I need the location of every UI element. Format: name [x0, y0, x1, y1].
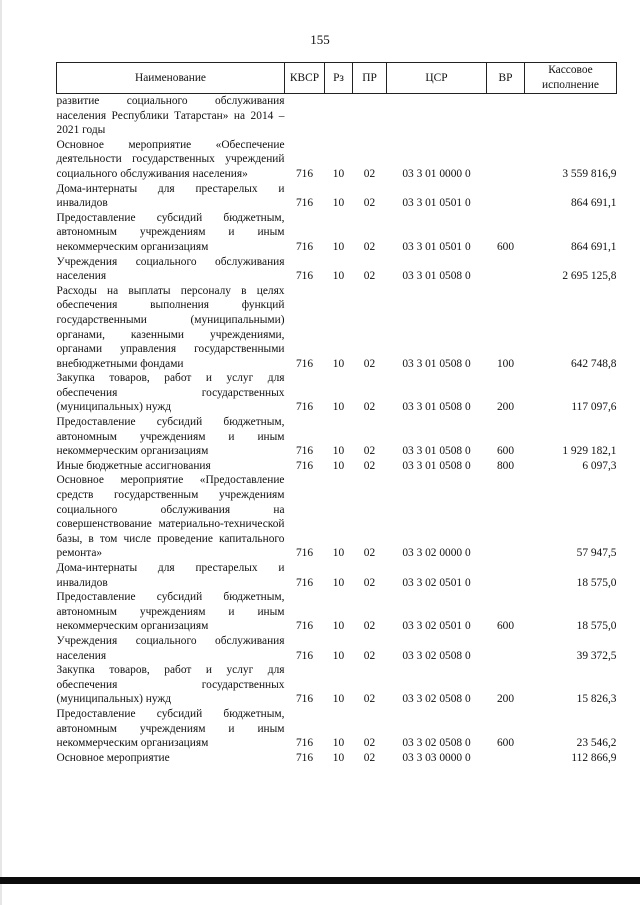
cell-amount: 3 559 816,9 — [562, 167, 617, 180]
header-amount-line2: исполнение — [542, 79, 599, 91]
cell-csr: 03 3 03 0000 0 — [402, 751, 471, 764]
cell-amount: 18 575,0 — [576, 576, 617, 589]
cell-rz: 10 — [332, 576, 345, 589]
cell-name: развитие социального обслуживания населения Республики Татарстан» на 2014 – 2021 годы — [56, 95, 285, 137]
table-row — [57, 255, 617, 284]
cell-rz: 10 — [332, 445, 345, 458]
cell-csr: 03 3 01 0508 0 — [402, 270, 471, 283]
table-row — [57, 211, 617, 255]
header-name: Наименование — [57, 63, 285, 94]
table-row — [57, 138, 617, 182]
table-row — [57, 182, 617, 211]
cell-rz: 10 — [332, 693, 345, 706]
cell-vr — [487, 473, 525, 561]
cell-vr: 200 — [496, 401, 515, 414]
table-row — [57, 590, 617, 634]
cell-name: Закупка товаров, работ и услуг для обеспечения государственных (муниципальных) нужд — [56, 664, 285, 706]
cell-vr — [487, 182, 525, 211]
cell-pr: 02 — [363, 576, 376, 589]
cell-kvsr: 716 — [295, 751, 314, 764]
cell-name: Предоставление субсидий бюджетным, автономным учреждениям и иным некоммерческим организациям — [56, 211, 285, 253]
table-row — [57, 561, 617, 590]
cell-rz: 10 — [332, 197, 345, 210]
cell-vr: 600 — [496, 240, 515, 253]
header-kvsr: КВСР — [285, 63, 325, 94]
table-row — [57, 371, 617, 415]
cell-pr: 02 — [363, 445, 376, 458]
cell-name: Предоставление субсидий бюджетным, автономным учреждениям и иным некоммерческим организациям — [56, 416, 285, 458]
cell-pr: 02 — [363, 737, 376, 750]
cell-vr: 800 — [496, 459, 515, 472]
cell-rz: 10 — [332, 240, 345, 253]
cell-pr: 02 — [363, 547, 376, 560]
cell-rz: 10 — [332, 459, 345, 472]
cell-amount: 642 748,8 — [570, 357, 617, 370]
cell-vr: 600 — [496, 445, 515, 458]
scan-bottom-bar — [0, 877, 640, 884]
cell-name: Предоставление субсидий бюджетным, автономным учреждениям и иным некоммерческим организациям — [56, 707, 285, 750]
cell-rz: 10 — [332, 737, 345, 750]
cell-amount: 39 372,5 — [576, 649, 617, 662]
cell-kvsr: 716 — [295, 693, 314, 706]
cell-vr — [487, 561, 525, 590]
cell-pr: 02 — [363, 401, 376, 414]
cell-pr: 02 — [363, 167, 376, 180]
header-vr: ВР — [487, 63, 525, 94]
cell-vr: 600 — [496, 620, 515, 633]
cell-rz: 10 — [332, 401, 345, 414]
cell-name: Основное мероприятие — [56, 751, 170, 764]
cell-amount: 2 695 125,8 — [562, 270, 617, 283]
cell-name: Закупка товаров, работ и услуг для обеспечения государственных (муниципальных) нужд — [56, 372, 285, 414]
cell-pr: 02 — [363, 751, 376, 764]
cell-name: Учреждения социального обслуживания населения — [56, 255, 285, 283]
cell-rz: 10 — [332, 357, 345, 370]
cell-kvsr: 716 — [295, 401, 314, 414]
scan-edge — [0, 0, 2, 905]
cell-pr: 02 — [363, 357, 376, 370]
header-amount-line1: Кассовое — [548, 64, 593, 77]
cell-pr: 02 — [363, 240, 376, 253]
cell-name: Дома-интернаты для престарелых и инвалидов — [56, 562, 285, 589]
cell-amount: 864 691,1 — [570, 240, 617, 253]
cell-kvsr: 716 — [295, 270, 314, 283]
cell-name: Основное мероприятие «Обеспечение деятельности государственных учреждений социального обслуживания населения» — [56, 138, 285, 180]
header-pr: ПР — [353, 63, 387, 94]
table-row — [57, 707, 617, 751]
cell-amount — [525, 94, 617, 138]
cell-csr: 03 3 02 0508 0 — [402, 693, 471, 706]
cell-name: Иные бюджетные ассигнования — [56, 459, 211, 472]
cell-kvsr: 716 — [295, 547, 314, 560]
cell-csr: 03 3 01 0508 0 — [402, 445, 471, 458]
cell-csr: 03 3 01 0508 0 — [402, 401, 471, 414]
cell-name: Дома-интернаты для престарелых и инвалидов — [56, 182, 285, 210]
header-amount — [525, 63, 617, 94]
cell-amount: 1 929 182,1 — [562, 445, 617, 458]
cell-amount: 112 866,9 — [571, 751, 617, 764]
cell-rz: 10 — [332, 167, 345, 180]
cell-amount: 864 691,1 — [570, 197, 617, 210]
table-row — [57, 473, 617, 561]
cell-csr: 03 3 02 0501 0 — [402, 576, 471, 589]
table-row — [57, 459, 617, 474]
table-row — [57, 663, 617, 707]
header-csr: ЦСР — [387, 63, 487, 94]
page-number: 155 — [310, 32, 330, 47]
cell-kvsr: 716 — [295, 649, 314, 662]
cell-rz: 10 — [332, 547, 345, 560]
table-body — [57, 94, 617, 766]
cell-kvsr: 716 — [295, 737, 314, 750]
cell-amount: 18 575,0 — [576, 620, 617, 633]
cell-csr: 03 3 02 0501 0 — [402, 620, 471, 633]
cell-pr: 02 — [363, 649, 376, 662]
cell-csr: 03 3 02 0508 0 — [402, 737, 471, 750]
cell-kvsr: 716 — [295, 620, 314, 633]
cell-csr — [387, 94, 487, 138]
cell-rz: 10 — [332, 620, 345, 633]
table-row — [57, 634, 617, 663]
cell-rz: 10 — [332, 270, 345, 283]
cell-csr: 03 3 02 0508 0 — [402, 649, 471, 662]
cell-csr: 03 3 01 0000 0 — [402, 167, 471, 180]
cell-vr — [487, 94, 525, 138]
cell-csr: 03 3 02 0000 0 — [402, 547, 471, 560]
cell-name: Учреждения социального обслуживания населения — [56, 634, 285, 662]
cell-pr: 02 — [363, 197, 376, 210]
cell-name: Расходы на выплаты персоналу в целях обеспечения выполнения функций государственными (муниципальными) органами, казенными учреждениями, органами управления государственными внебюджетными фондами — [56, 284, 285, 370]
cell-vr: 100 — [496, 357, 515, 370]
cell-kvsr: 716 — [295, 459, 314, 472]
header-rz: Рз — [325, 63, 353, 94]
cell-amount: 23 546,2 — [576, 737, 617, 750]
cell-pr: 02 — [363, 693, 376, 706]
cell-csr: 03 3 01 0508 0 — [402, 459, 471, 472]
cell-rz: 10 — [332, 649, 345, 662]
budget-table — [56, 62, 617, 765]
cell-kvsr: 716 — [295, 576, 314, 589]
cell-rz — [325, 94, 353, 138]
table-header-row — [57, 63, 617, 94]
cell-amount: 117 097,6 — [571, 401, 617, 414]
cell-vr — [487, 138, 525, 182]
cell-pr — [353, 94, 387, 138]
cell-name: Предоставление субсидий бюджетным, автономным учреждениям и иным некоммерческим организациям — [56, 591, 285, 633]
cell-pr: 02 — [363, 620, 376, 633]
cell-rz: 10 — [332, 751, 345, 764]
cell-vr — [487, 634, 525, 663]
table-row — [57, 284, 617, 372]
cell-name: Основное мероприятие «Предоставление средств государственным учреждениям социального обслуживания на совершенствование материально-технической базы, в том числе проведение капитального ремонта» — [56, 474, 285, 560]
table-row — [57, 415, 617, 459]
cell-amount: 6 097,3 — [582, 459, 617, 472]
cell-kvsr: 716 — [295, 445, 314, 458]
cell-kvsr: 716 — [295, 357, 314, 370]
cell-pr: 02 — [363, 270, 376, 283]
cell-vr: 600 — [496, 737, 515, 750]
cell-kvsr: 716 — [295, 240, 314, 253]
cell-vr: 200 — [496, 693, 515, 706]
cell-csr: 03 3 01 0508 0 — [402, 357, 471, 370]
cell-kvsr: 716 — [295, 197, 314, 210]
cell-csr: 03 3 01 0501 0 — [402, 197, 471, 210]
cell-csr: 03 3 01 0501 0 — [402, 240, 471, 253]
cell-pr: 02 — [363, 459, 376, 472]
table-row — [57, 751, 617, 766]
cell-amount: 15 826,3 — [576, 693, 617, 706]
cell-amount: 57 947,5 — [576, 547, 617, 560]
cell-kvsr — [285, 94, 325, 138]
cell-vr — [487, 255, 525, 284]
cell-kvsr: 716 — [295, 167, 314, 180]
table-row — [57, 94, 617, 138]
cell-vr — [487, 751, 525, 766]
